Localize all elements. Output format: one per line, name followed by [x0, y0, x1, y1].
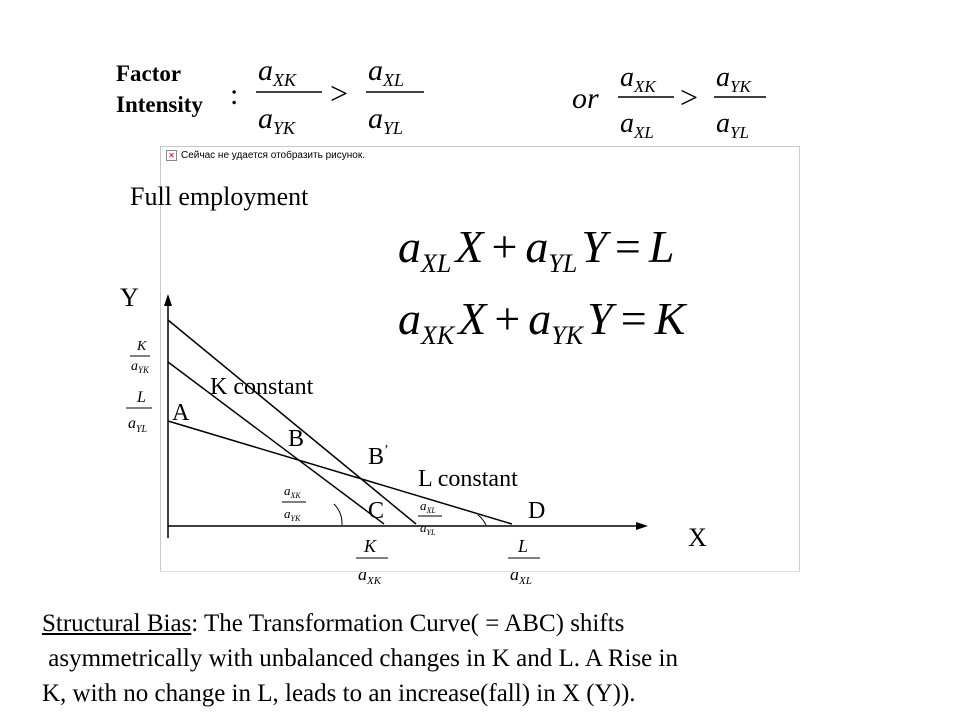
y-intercept-l [126, 389, 152, 435]
broken-image-icon: ✕ [166, 150, 177, 161]
alt-frac2-num: $a_{YK}$ [716, 62, 751, 96]
factor-title-line1: Factor [116, 61, 182, 86]
structural-bias-label: Structural Bias [42, 610, 192, 637]
bottom-line-2: asymmetrically with unbalanced changes in K and L. A Rise in [42, 645, 678, 672]
alt-greater-than: > [680, 79, 699, 115]
frac2-den: $a_{YL}$ [368, 102, 404, 138]
frac2-num: $a_{XL}$ [368, 54, 405, 90]
svg-text:aXK: $a_{XK}$ [358, 564, 382, 587]
point-b-label: B [288, 426, 305, 452]
factor-title-line2: Intensity [116, 92, 203, 117]
svg-text:aYL: $a_{YL}$ [420, 520, 436, 537]
svg-text:aYK: $a_{YK}$ [131, 359, 150, 375]
y-axis-label: Y [120, 283, 139, 312]
factor-intensity-inequality [230, 54, 424, 138]
svg-text:aXKX+aYKY=K: $a_{XK}X + a_{YK}Y = K$ [398, 293, 686, 350]
alt-frac2-den: $a_{YL}$ [716, 108, 749, 142]
frac1-den: $a_{YK}$ [258, 102, 296, 138]
structural-bias-text [42, 606, 942, 711]
frac1-num: $a_{XK}$ [258, 54, 297, 90]
y-intercept-k [130, 339, 150, 375]
svg-text:aXK: $a_{XK}$ [284, 483, 301, 500]
svg-text:K: K [137, 339, 147, 354]
svg-text:aXLX+aYLY=L: $a_{XL}X + a_{YL}Y = L$ [398, 221, 675, 278]
point-b-prime-label: B’ [368, 443, 389, 470]
or-word: or [572, 82, 599, 115]
full-employment-title: Full employment [130, 182, 309, 211]
x-axis-label: X [688, 523, 707, 552]
l-constant-label: L constant [418, 466, 518, 492]
alt-frac1-num: $a_{XK}$ [620, 62, 656, 96]
svg-text:L: L [518, 536, 529, 556]
svg-text:aYK: $a_{YK}$ [284, 506, 301, 523]
bottom-line-3: K, with no change in L, leads to an increase(fall) in X (Y)). [42, 680, 636, 707]
svg-text:K: K [364, 536, 377, 556]
bottom-line-1: Structural Bias: The Transformation Curve( = ABC) shifts [42, 610, 625, 637]
greater-than: > [330, 75, 349, 111]
k-constant-label: K constant [210, 374, 314, 400]
point-c-label: C [368, 498, 385, 524]
colon-symbol: : [230, 78, 239, 111]
svg-text:aXL: $a_{XL}$ [510, 564, 532, 587]
svg-text:aXL: $a_{XL}$ [420, 498, 436, 515]
svg-text:aYL: $a_{YL}$ [128, 415, 148, 435]
svg-text:L: L [137, 389, 146, 406]
alt-frac1-den: $a_{XL}$ [620, 108, 654, 142]
alt-inequality [572, 62, 766, 142]
broken-image-placeholder [166, 150, 365, 161]
broken-image-text: Сейчас не удается отобразить рисунок. [181, 150, 365, 161]
point-a-label: A [172, 400, 190, 426]
point-d-label: D [528, 498, 546, 524]
